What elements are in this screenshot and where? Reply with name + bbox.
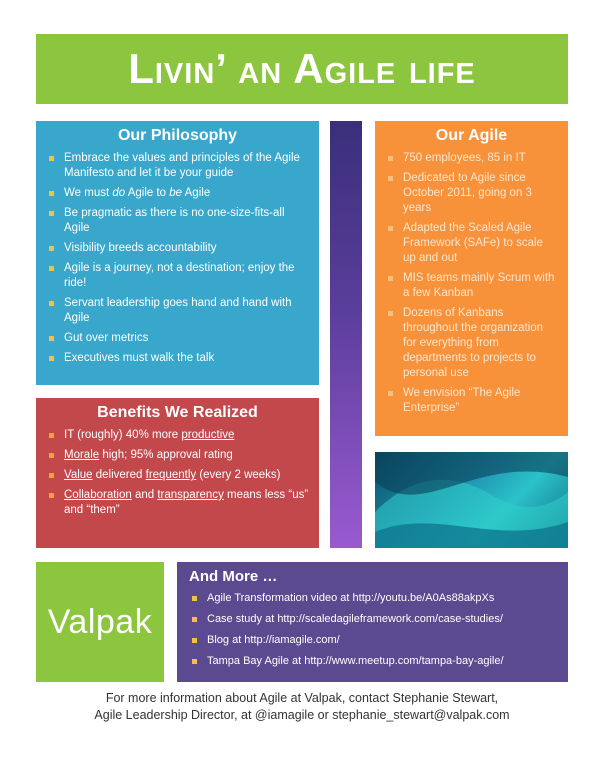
philosophy-box — [36, 121, 319, 385]
title-banner — [36, 34, 568, 104]
benefits-list — [46, 428, 309, 518]
list-item: IT (roughly) 40% more productive — [46, 428, 309, 443]
our-agile-list — [385, 151, 558, 416]
list-item: Blog at http://iamagile.com/ — [189, 633, 556, 648]
our-agile-box — [375, 121, 568, 436]
and-more-list — [189, 591, 556, 669]
decorative-image — [375, 452, 568, 548]
and-more-heading: And More … — [189, 568, 278, 585]
list-item: Adapted the Scaled Agile Framework (SAFe) to scale up and out — [385, 221, 558, 266]
benefits-heading: Benefits We Realized — [97, 404, 258, 421]
and-more-box — [177, 562, 568, 682]
list-item: We must do Agile to be Agile — [46, 186, 309, 201]
logo-text: Valpak — [47, 602, 153, 641]
list-item: Tampa Bay Agile at http://www.meetup.com/tampa-bay-agile/ — [189, 654, 556, 669]
footer-line-2: Agile Leadership Director, at @iamagile or stephanie_stewart@valpak.com — [94, 708, 510, 722]
page-title: Livin’ an Agile life — [128, 45, 476, 92]
list-item: Be pragmatic as there is no one-size-fits-all Agile — [46, 206, 309, 236]
benefits-box — [36, 398, 319, 548]
list-item: Servant leadership goes hand and hand with Agile — [46, 296, 309, 326]
valpak-logo — [36, 562, 164, 682]
our-agile-heading: Our Agile — [435, 127, 508, 144]
list-item: Dozens of Kanbans throughout the organization for everything from departments to projects to personal use — [385, 306, 558, 381]
list-item: Collaboration and transparency means less “us” and “them” — [46, 488, 309, 518]
list-item: Case study at http://scaledagileframework.com/case-studies/ — [189, 612, 556, 627]
list-item: Value delivered frequently (every 2 weeks) — [46, 468, 309, 483]
wave-graphic — [375, 452, 568, 548]
list-item: 750 employees, 85 in IT — [385, 151, 558, 166]
list-item: Agile is a journey, not a destination; enjoy the ride! — [46, 261, 309, 291]
decorative-bar — [330, 121, 362, 548]
list-item: Embrace the values and principles of the Agile Manifesto and let it be your guide — [46, 151, 309, 181]
list-item: We envision “The Agile Enterprise” — [385, 386, 558, 416]
list-item: Visibility breeds accountability — [46, 241, 309, 256]
list-item: Dedicated to Agile since October 2011, going on 3 years — [385, 171, 558, 216]
list-item: Executives must walk the talk — [46, 351, 309, 366]
footer-line-1: For more information about Agile at Valpak, contact Stephanie Stewart, — [105, 691, 499, 705]
philosophy-heading: Our Philosophy — [117, 127, 238, 144]
list-item: Agile Transformation video at http://youtu.be/A0As88akpXs — [189, 591, 556, 606]
list-item: Morale high; 95% approval rating — [46, 448, 309, 463]
list-item: Gut over metrics — [46, 331, 309, 346]
philosophy-list — [46, 151, 309, 366]
list-item: MIS teams mainly Scrum with a few Kanban — [385, 271, 558, 301]
footer-contact — [36, 690, 568, 724]
